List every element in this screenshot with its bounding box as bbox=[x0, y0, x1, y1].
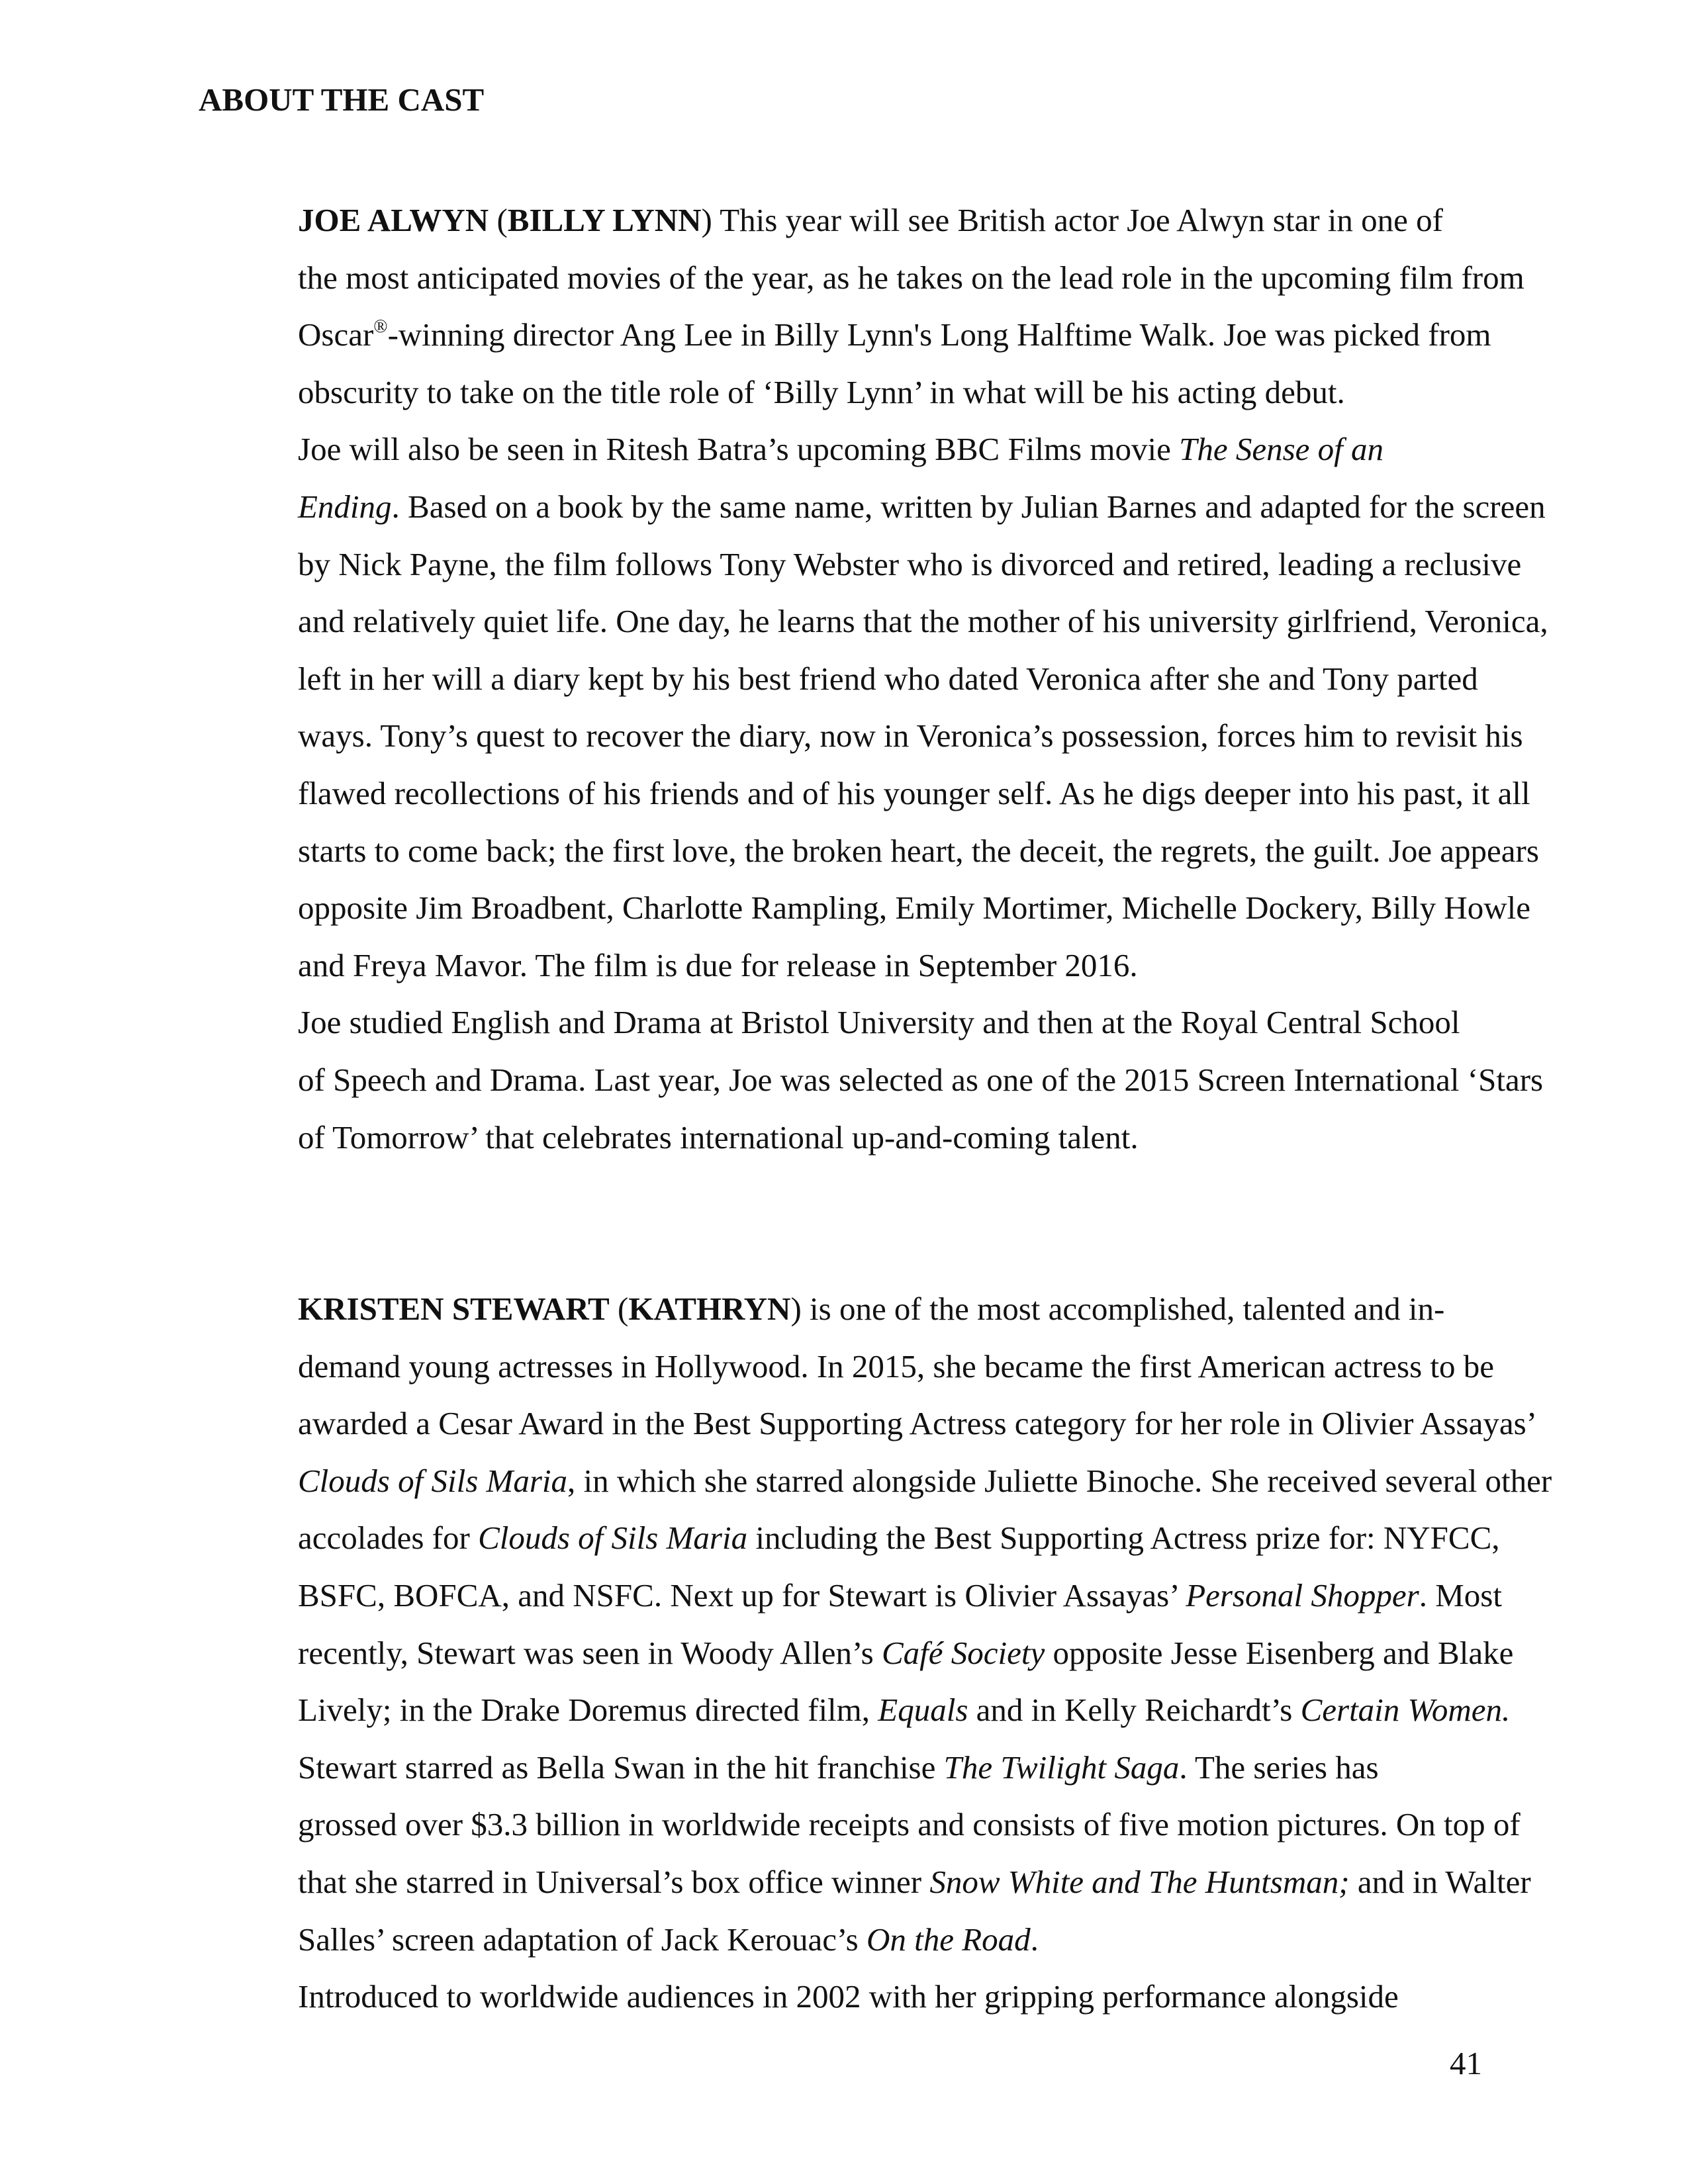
text-run: ) is one of the most accomplished, talented and in- bbox=[790, 1291, 1445, 1328]
text-line: and Freya Mavor. The film is due for release in September 2016. bbox=[298, 946, 1138, 983]
text-run: ) This year will see British actor Joe Alwyn star in one of bbox=[701, 202, 1443, 238]
text-run: BSFC, BOFCA, and NSFC. Next up for Stewart is Olivier Assayas’ bbox=[298, 1577, 1186, 1614]
text-line: Introduced to worldwide audiences in 2002 with her gripping performance alongside bbox=[298, 1978, 1399, 2015]
character-name: KATHRYN bbox=[628, 1291, 791, 1328]
text-run: . The series has bbox=[1179, 1749, 1379, 1786]
page-heading: ABOUT THE CAST bbox=[199, 81, 485, 118]
stewart-paragraph-1 bbox=[199, 1281, 1552, 1739]
text-line: demand young actresses in Hollywood. In 2015, she became the first American actress to be bbox=[298, 1347, 1495, 1385]
stewart-paragraph-2 bbox=[199, 1739, 1531, 1968]
text-line bbox=[199, 1453, 1552, 1510]
text-line: and relatively quiet life. One day, he learns that the mother of his university girlfriend, Veronica, bbox=[298, 603, 1548, 640]
text-line bbox=[199, 1854, 1531, 1911]
text-line: by Nick Payne, the film follows Tony Webster who is divorced and retired, leading a reclusive bbox=[298, 545, 1522, 582]
film-title: The Twilight Saga bbox=[943, 1749, 1180, 1786]
text-run: recently, Stewart was seen in Woody Allen’s bbox=[298, 1634, 882, 1671]
text-line: the most anticipated movies of the year, as he takes on the lead role in the upcoming film from bbox=[298, 259, 1524, 296]
text-line bbox=[199, 1682, 1511, 1739]
text-line bbox=[199, 1567, 1502, 1625]
film-title: Equals bbox=[878, 1692, 968, 1729]
text-run: that she starred in Universal’s box office winner bbox=[298, 1864, 930, 1901]
text-line: of Tomorrow’ that celebrates international up-and-coming talent. bbox=[298, 1118, 1139, 1156]
alwyn-paragraph-3 bbox=[199, 994, 1544, 1166]
text-run: opposite Jesse Eisenberg and Blake bbox=[1045, 1634, 1514, 1671]
text-line bbox=[199, 478, 1546, 536]
film-title: Café Society bbox=[881, 1634, 1045, 1671]
text-line: grossed over $3.3 billion in worldwide receipts and consists of five motion pictures. On top of bbox=[298, 1806, 1521, 1843]
document-body bbox=[199, 192, 1552, 2026]
alwyn-paragraph-2 bbox=[199, 421, 1548, 994]
text-line: left in her will a diary kept by his best friend who dated Veronica after she and Tony parted bbox=[298, 660, 1478, 697]
film-title: Ending bbox=[298, 488, 392, 525]
registered-mark: ® bbox=[373, 316, 388, 338]
character-name: BILLY LYNN bbox=[507, 202, 702, 238]
text-run: Salles’ screen adaptation of Jack Kerouac’s bbox=[298, 1921, 867, 1958]
actor-name: JOE ALWYN bbox=[298, 202, 489, 238]
film-title: On the Road bbox=[866, 1921, 1031, 1958]
text-line: awarded a Cesar Award in the Best Supporting Actress category for her role in Olivier Assayas’ bbox=[298, 1405, 1537, 1442]
text-line: opposite Jim Broadbent, Charlotte Rampling, Emily Mortimer, Michelle Dockery, Billy Howle bbox=[298, 889, 1530, 927]
text-line bbox=[199, 421, 1496, 478]
text-line: starts to come back; the first love, the broken heart, the deceit, the regrets, the guilt. Joe appears bbox=[298, 832, 1539, 869]
text-run: and in Kelly Reichardt’s bbox=[968, 1692, 1301, 1729]
text-line bbox=[199, 306, 1496, 364]
text-run: , in which she starred alongside Juliette Binoche. She received several other bbox=[567, 1462, 1552, 1499]
text-run: Joe will also be seen in Ritesh Batra’s upcoming BBC Films movie bbox=[298, 431, 1180, 468]
text-run: . bbox=[1030, 1921, 1039, 1958]
page-number: 41 bbox=[1450, 2045, 1482, 2081]
film-title: Clouds of Sils Maria bbox=[478, 1520, 748, 1557]
film-title: Snow White and The Huntsman; bbox=[929, 1864, 1350, 1901]
text-run: . Based on a book by the same name, written by Julian Barnes and adapted for the screen bbox=[391, 488, 1546, 525]
text-line bbox=[199, 1625, 1514, 1682]
alwyn-paragraph-1 bbox=[199, 192, 1524, 421]
text-line: KRISTEN STEWART (KATHRYN) is one of the most accomplished, talented and in- bbox=[298, 1291, 1445, 1328]
text-line: JOE ALWYN (BILLY LYNN) This year will see British actor Joe Alwyn star in one of bbox=[298, 202, 1443, 238]
text-line: Joe studied English and Drama at Bristol University and then at the Royal Central School bbox=[298, 1004, 1460, 1041]
film-title: Clouds of Sils Maria bbox=[298, 1462, 568, 1499]
text-line: of Speech and Drama. Last year, Joe was selected as one of the 2015 Screen International ‘Stars bbox=[298, 1061, 1544, 1098]
text-line bbox=[199, 1739, 1496, 1797]
text-run: including the Best Supporting Actress prize for: NYFCC, bbox=[747, 1520, 1500, 1557]
text-run: -winning director Ang Lee in Billy Lynn's Long Halftime Walk. Joe was picked from bbox=[387, 316, 1491, 353]
text-line bbox=[199, 1510, 1500, 1567]
film-title: Personal Shopper bbox=[1186, 1577, 1419, 1614]
text-run: accolades for bbox=[298, 1520, 479, 1557]
stewart-paragraph-3 bbox=[199, 1968, 1496, 2026]
text-line bbox=[199, 1911, 1496, 1969]
text-run: . Most bbox=[1419, 1577, 1502, 1614]
film-title: The Sense of an bbox=[1179, 431, 1384, 468]
text-run: Lively; in the Drake Doremus directed film, bbox=[298, 1692, 878, 1729]
text-run: Stewart starred as Bella Swan in the hit franchise bbox=[298, 1749, 944, 1786]
actor-name: KRISTEN STEWART bbox=[298, 1291, 610, 1328]
text-run: Oscar bbox=[298, 316, 374, 353]
text-run: and in Walter bbox=[1349, 1864, 1531, 1901]
film-title: Certain Women. bbox=[1300, 1692, 1511, 1729]
text-line: obscurity to take on the title role of ‘Billy Lynn’ in what will be his acting debut. bbox=[298, 373, 1345, 410]
text-line: ways. Tony’s quest to recover the diary, now in Veronica’s possession, forces him to revisit his bbox=[298, 717, 1523, 754]
text-line: flawed recollections of his friends and of his younger self. As he digs deeper into his past, it all bbox=[298, 774, 1530, 811]
